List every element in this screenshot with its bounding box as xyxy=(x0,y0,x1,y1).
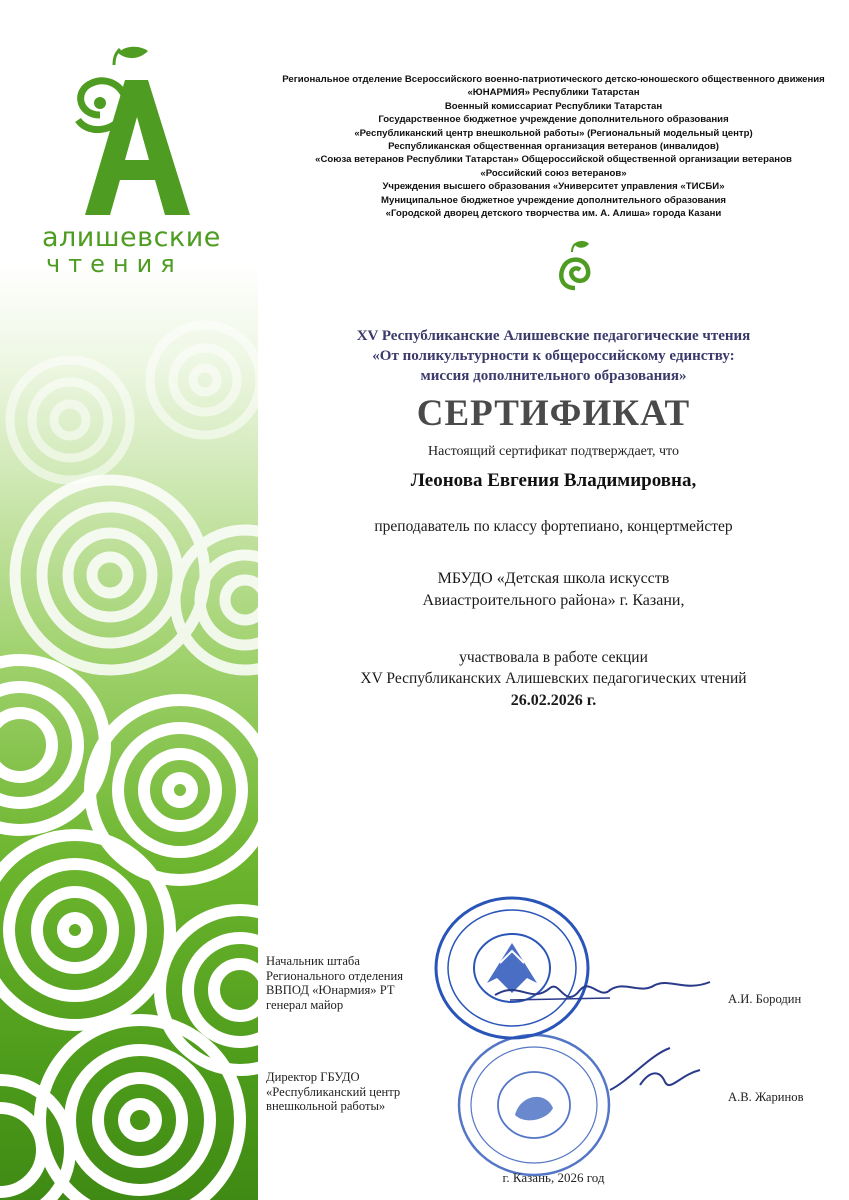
role-line: внешкольной работы» xyxy=(266,1099,386,1113)
organizer-line: «Республиканский центр внешкольной работы» (Региональный модельный центр) xyxy=(354,127,753,139)
signer-1-name: А.И. Бородин xyxy=(728,992,802,1006)
role-line: Директор ГБУДО xyxy=(266,1070,360,1084)
role-line: генерал майор xyxy=(266,997,344,1012)
organizer-line: Государственное бюджетное учреждение дополнительного образования xyxy=(378,114,729,126)
participation-line: XV Республиканских Алишевских педагогических чтений xyxy=(360,670,747,687)
organizer-line: Республиканская общественная организация ветеранов (инвалидов) xyxy=(388,141,719,153)
certificate-title: СЕРТИФИКАТ xyxy=(416,393,691,434)
signature-borodin-icon xyxy=(490,960,715,1020)
signer-2-name: А.В. Жаринов xyxy=(728,1090,804,1104)
signer-1-role xyxy=(266,954,403,1012)
logo-title: алишевские xyxy=(42,222,221,253)
organizer-line: «Российский союз ветеранов» xyxy=(480,167,627,179)
certificate-date: 26.02.2026 г. xyxy=(510,692,597,709)
recipient-name: Леонова Евгения Владимировна, xyxy=(410,470,697,491)
spiral-apple-icon xyxy=(556,240,594,292)
signer-2-role xyxy=(266,1070,400,1114)
rcvr-stamp-icon xyxy=(455,1030,613,1180)
organizers-list xyxy=(258,73,849,220)
signature-zharinov-icon xyxy=(600,1040,710,1105)
role-line: Регионального отделения xyxy=(266,968,404,983)
confirm-text: Настоящий сертификат подтверждает, что xyxy=(428,444,679,459)
event-title xyxy=(258,326,849,386)
organizer-line: Региональное отделение Всероссийского военно-патриотического детско-юношеского общественного движения xyxy=(282,74,825,85)
organizer-line: Учреждения высшего образования «Университет управления «ТИСБИ» xyxy=(382,181,725,193)
school-line: МБУДО «Детская школа искусств xyxy=(437,570,670,587)
role-line: Начальник штаба xyxy=(266,954,360,968)
recipient-school xyxy=(258,568,849,612)
organizer-line: «Городской дворец детского творчества им. А. Алиша» города Казани xyxy=(385,208,722,220)
role-line: ВВПОД «Юнармия» РТ xyxy=(266,983,395,997)
organizer-line: «ЮНАРМИЯ» Республики Татарстан xyxy=(467,87,640,99)
recipient-position: преподаватель по классу фортепиано, концертмейстер xyxy=(374,518,733,535)
logo-subtitle: чтения xyxy=(46,250,183,278)
organizer-line: Муниципальное бюджетное учреждение дополнительного образования xyxy=(381,194,726,206)
organizer-line: Военный комиссариат Республики Татарстан xyxy=(444,100,663,112)
participation-text xyxy=(258,647,849,689)
event-line: «От поликультурности к общероссийскому единству: xyxy=(372,348,735,364)
organizer-line: «Союза ветеранов Республики Татарстан» Общероссийской общественной организации ветеранов xyxy=(315,154,792,166)
decorative-side-strip xyxy=(0,0,258,1200)
event-line: миссия дополнительного образования» xyxy=(420,368,687,384)
footer-place-year: г. Казань, 2026 год xyxy=(502,1170,605,1185)
school-line: Авиастроительного района» г. Казани, xyxy=(422,592,685,609)
event-line: XV Республиканские Алишевские педагогические чтения xyxy=(356,328,751,344)
role-line: «Республиканский центр xyxy=(266,1084,401,1099)
participation-line: участвовала в работе секции xyxy=(459,649,648,666)
